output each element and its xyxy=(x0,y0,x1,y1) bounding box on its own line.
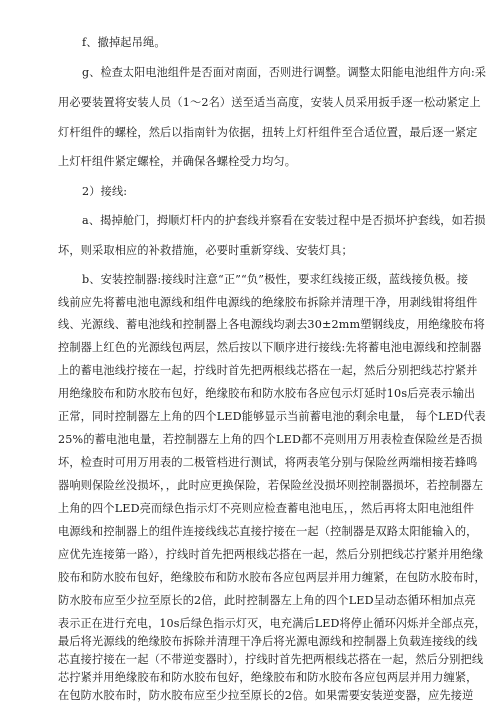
para-a-line-1: a、揭掉舱门，拇顺灯杆内的护套线并察看在安装过程中是否损坏护套线，如若损 xyxy=(82,214,486,227)
para-b-line-19: 芯拧紧并用绝缘胶布和防水胶布包好，绝缘胶布和防水胶布各应包两层并用力缠紧， xyxy=(58,671,478,684)
para-g-line-2: 用必要装置将安装人员（1～2名）送至适当高度，安装人员采用扳手逐一松动紧定上 xyxy=(58,96,481,109)
para-f-line-1: f、撤掉起吊绳。 xyxy=(82,36,166,49)
para-b-line-2: 线前应先将蓄电池电源线和组件电源线的绝缘胶布拆除并清理干净，用剥线钳将组件 xyxy=(58,296,478,309)
para-b-line-17: 最后将光源线的绝缘胶布拆除并清理干净后将光源电源线和控制器上负载连接线的线 xyxy=(58,635,478,648)
para-b-line-6: 用绝缘胶布和防水胶布包好，绝缘胶布和防水胶布各应包示灯延时10s后亮表示输出 xyxy=(58,387,476,400)
para-b-line-14: 胶布和防水胶布包好，绝缘胶布和防水胶布各应包两层并用力缠紧，在包防水胶布时， xyxy=(58,571,486,584)
para-a-line-2: 坏，则采取相应的补救措施，必要时重新穿线、安装灯具； xyxy=(58,244,353,257)
para-b-line-10: 器响则保险丝没损坏，，此时应更换保险，若保险丝没损坏则控制器损坏，若控制器左 xyxy=(58,479,484,492)
para-g-line-4: 上灯杆组件紧定螺栓，并确保各螺栓受力均匀。 xyxy=(58,155,297,168)
para-b-line-11: 上角的四个LED亮而绿色指示灯不亮则应检查蓄电池电压，，然后再将太阳电池组件 xyxy=(58,502,475,515)
para-b-line-18: 芯直接拧接在一起（不带逆变器时），拧线时首先把两根线芯搭在一起，然后分别把线 xyxy=(58,653,484,666)
para-b-line-20: 在包防水胶布时，防水胶布应至少拉至原长的2倍。如果需要安装逆变器，应先接逆 xyxy=(58,689,474,702)
para-b-line-3: 线、光源线、蓄电池线和控制器上各电源线均剥去30±2mm塑钢线皮，用绝缘胶布将 xyxy=(58,318,485,331)
para-g-line-3: 灯杆组件的螺栓，然后以指南针为依据，扭转上灯杆组件至合适位置，最后逐一紧定 xyxy=(58,126,478,139)
para-b-line-1: b、安装控制器:接线时注意“正”“负”极性，要求红线接正级，蓝线接负极。接 xyxy=(82,273,469,286)
para-b-line-16: 表示正在进行充电，10s后绿色指示灯灭，电充满后LED将停止循环闪烁并全部点亮， xyxy=(58,617,486,630)
para-b-line-4: 控制器上红色的光源线包两层，然后按以下顺序进行接线:先将蓄电池电源线和控制器 xyxy=(58,341,482,354)
para-b-line-13: 应优先连接第一路），拧线时首先把两根线芯搭在一起，然后分别把线芯拧紧并用绝缘 xyxy=(58,548,484,561)
para-b-line-15: 防水胶布应至少拉至原长的2倍，此时控制器左上角的四个LED呈动态循环相加点亮 xyxy=(58,594,476,607)
para-b-line-9: 坏，检查时可用万用表的二极管档进行测试，将两表笔分别与保险丝两端相接若蜂鸣 xyxy=(58,456,478,469)
para-b-line-5: 上的蓄电池线拧接在一起，拧线时首先把两根线芯搭在一起，然后分别把线芯拧紧并 xyxy=(58,364,478,377)
para-b-line-12: 电源线和控制器上的组件连接线线芯直接拧接在一起（控制器是双路太阳能输入的， xyxy=(58,525,478,538)
para-b-line-8: 25%的蓄电池电量，若控制器左上角的四个LED都不亮则用万用表检查保险丝是否损 xyxy=(58,433,483,446)
para-g-line-1: g、检查太阳电池组件是否面对南面，否则进行调整。调整太阳能电池组件方向:采 xyxy=(82,66,487,79)
para-b-line-7: 正常，同时控制器左上角的四个LED能够显示当前蓄电池的剩余电量， 每个LED代表 xyxy=(58,410,486,423)
section-heading-wiring: 2）接线: xyxy=(82,185,128,198)
